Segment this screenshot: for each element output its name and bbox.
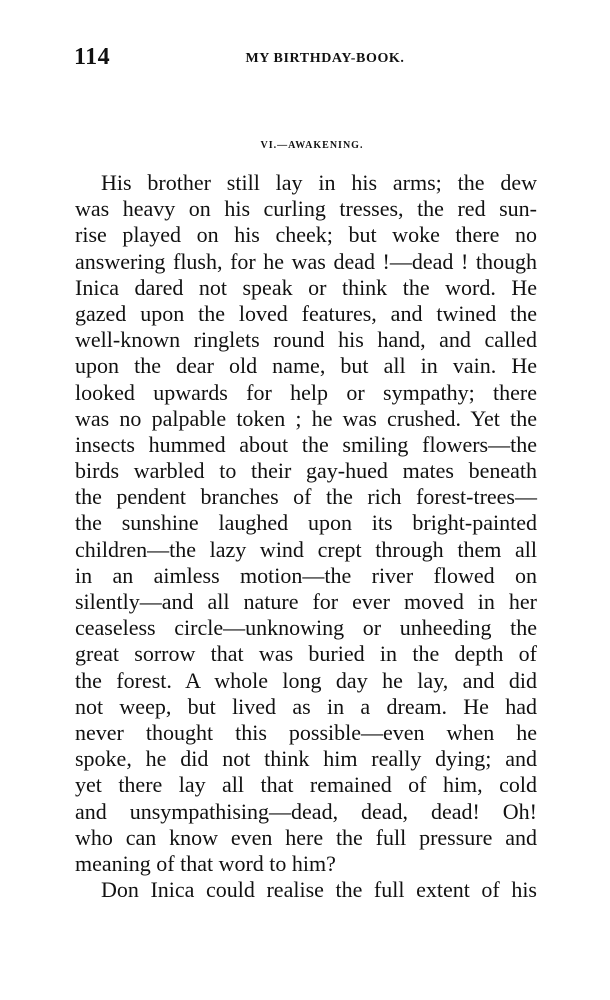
text-line: the sunshine laughed upon its bright-painted xyxy=(75,510,537,536)
text-line: meaning of that word to him? xyxy=(75,850,336,876)
running-head xyxy=(74,44,536,74)
text-line: never thought this possible—even when he xyxy=(75,719,537,745)
book-title: MY BIRTHDAY-BOOK. xyxy=(245,51,405,66)
page-number: 114 xyxy=(74,44,111,70)
text-line: ceaseless circle—unknowing or unheeding the xyxy=(75,615,537,641)
body-text xyxy=(75,170,537,903)
text-line: looked upwards for help or sympathy; there xyxy=(75,379,537,405)
text-line: Don Inica could realise the full extent of his xyxy=(101,877,537,903)
text-line: answering flush, for he was dead !—dead ! though xyxy=(75,248,537,274)
text-line: children—the lazy wind crept through them all xyxy=(75,536,537,562)
text-line: the forest. A whole long day he lay, and did xyxy=(75,667,537,693)
text-line: silently—and all nature for ever moved in her xyxy=(75,589,537,614)
text-line: and unsympathising—dead, dead, dead! Oh! xyxy=(75,798,537,824)
text-line: was heavy on his curling tresses, the red sun- xyxy=(75,196,537,222)
text-line: Inica dared not speak or think the word. He xyxy=(75,274,537,300)
text-line: in an aimless motion—the river flowed on xyxy=(75,562,537,588)
text-line: gazed upon the loved features, and twined the xyxy=(75,300,537,326)
text-line: rise played on his cheek; but woke there no xyxy=(75,222,537,248)
text-line: well-known ringlets round his hand, and called xyxy=(75,327,537,353)
section-heading: VI.—AWAKENING. xyxy=(260,140,364,151)
text-line: the pendent branches of the rich forest-trees— xyxy=(75,484,537,510)
text-line: who can know even here the full pressure and xyxy=(75,824,537,850)
text-line: not weep, but lived as in a dream. He had xyxy=(75,693,537,719)
text-line: upon the dear old name, but all in vain. He xyxy=(75,353,537,379)
text-line: birds warbled to their gay-hued mates beneath xyxy=(75,458,537,484)
text-line: yet there lay all that remained of him, cold xyxy=(75,772,537,798)
text-line: insects hummed about the smiling flowers—the xyxy=(75,431,537,457)
text-line: His brother still lay in his arms; the dew xyxy=(101,170,537,195)
text-line: was no palpable token ; he was crushed. Yet the xyxy=(75,405,537,431)
text-line: spoke, he did not think him really dying; and xyxy=(75,746,537,772)
text-line: great sorrow that was buried in the depth of xyxy=(75,641,537,667)
